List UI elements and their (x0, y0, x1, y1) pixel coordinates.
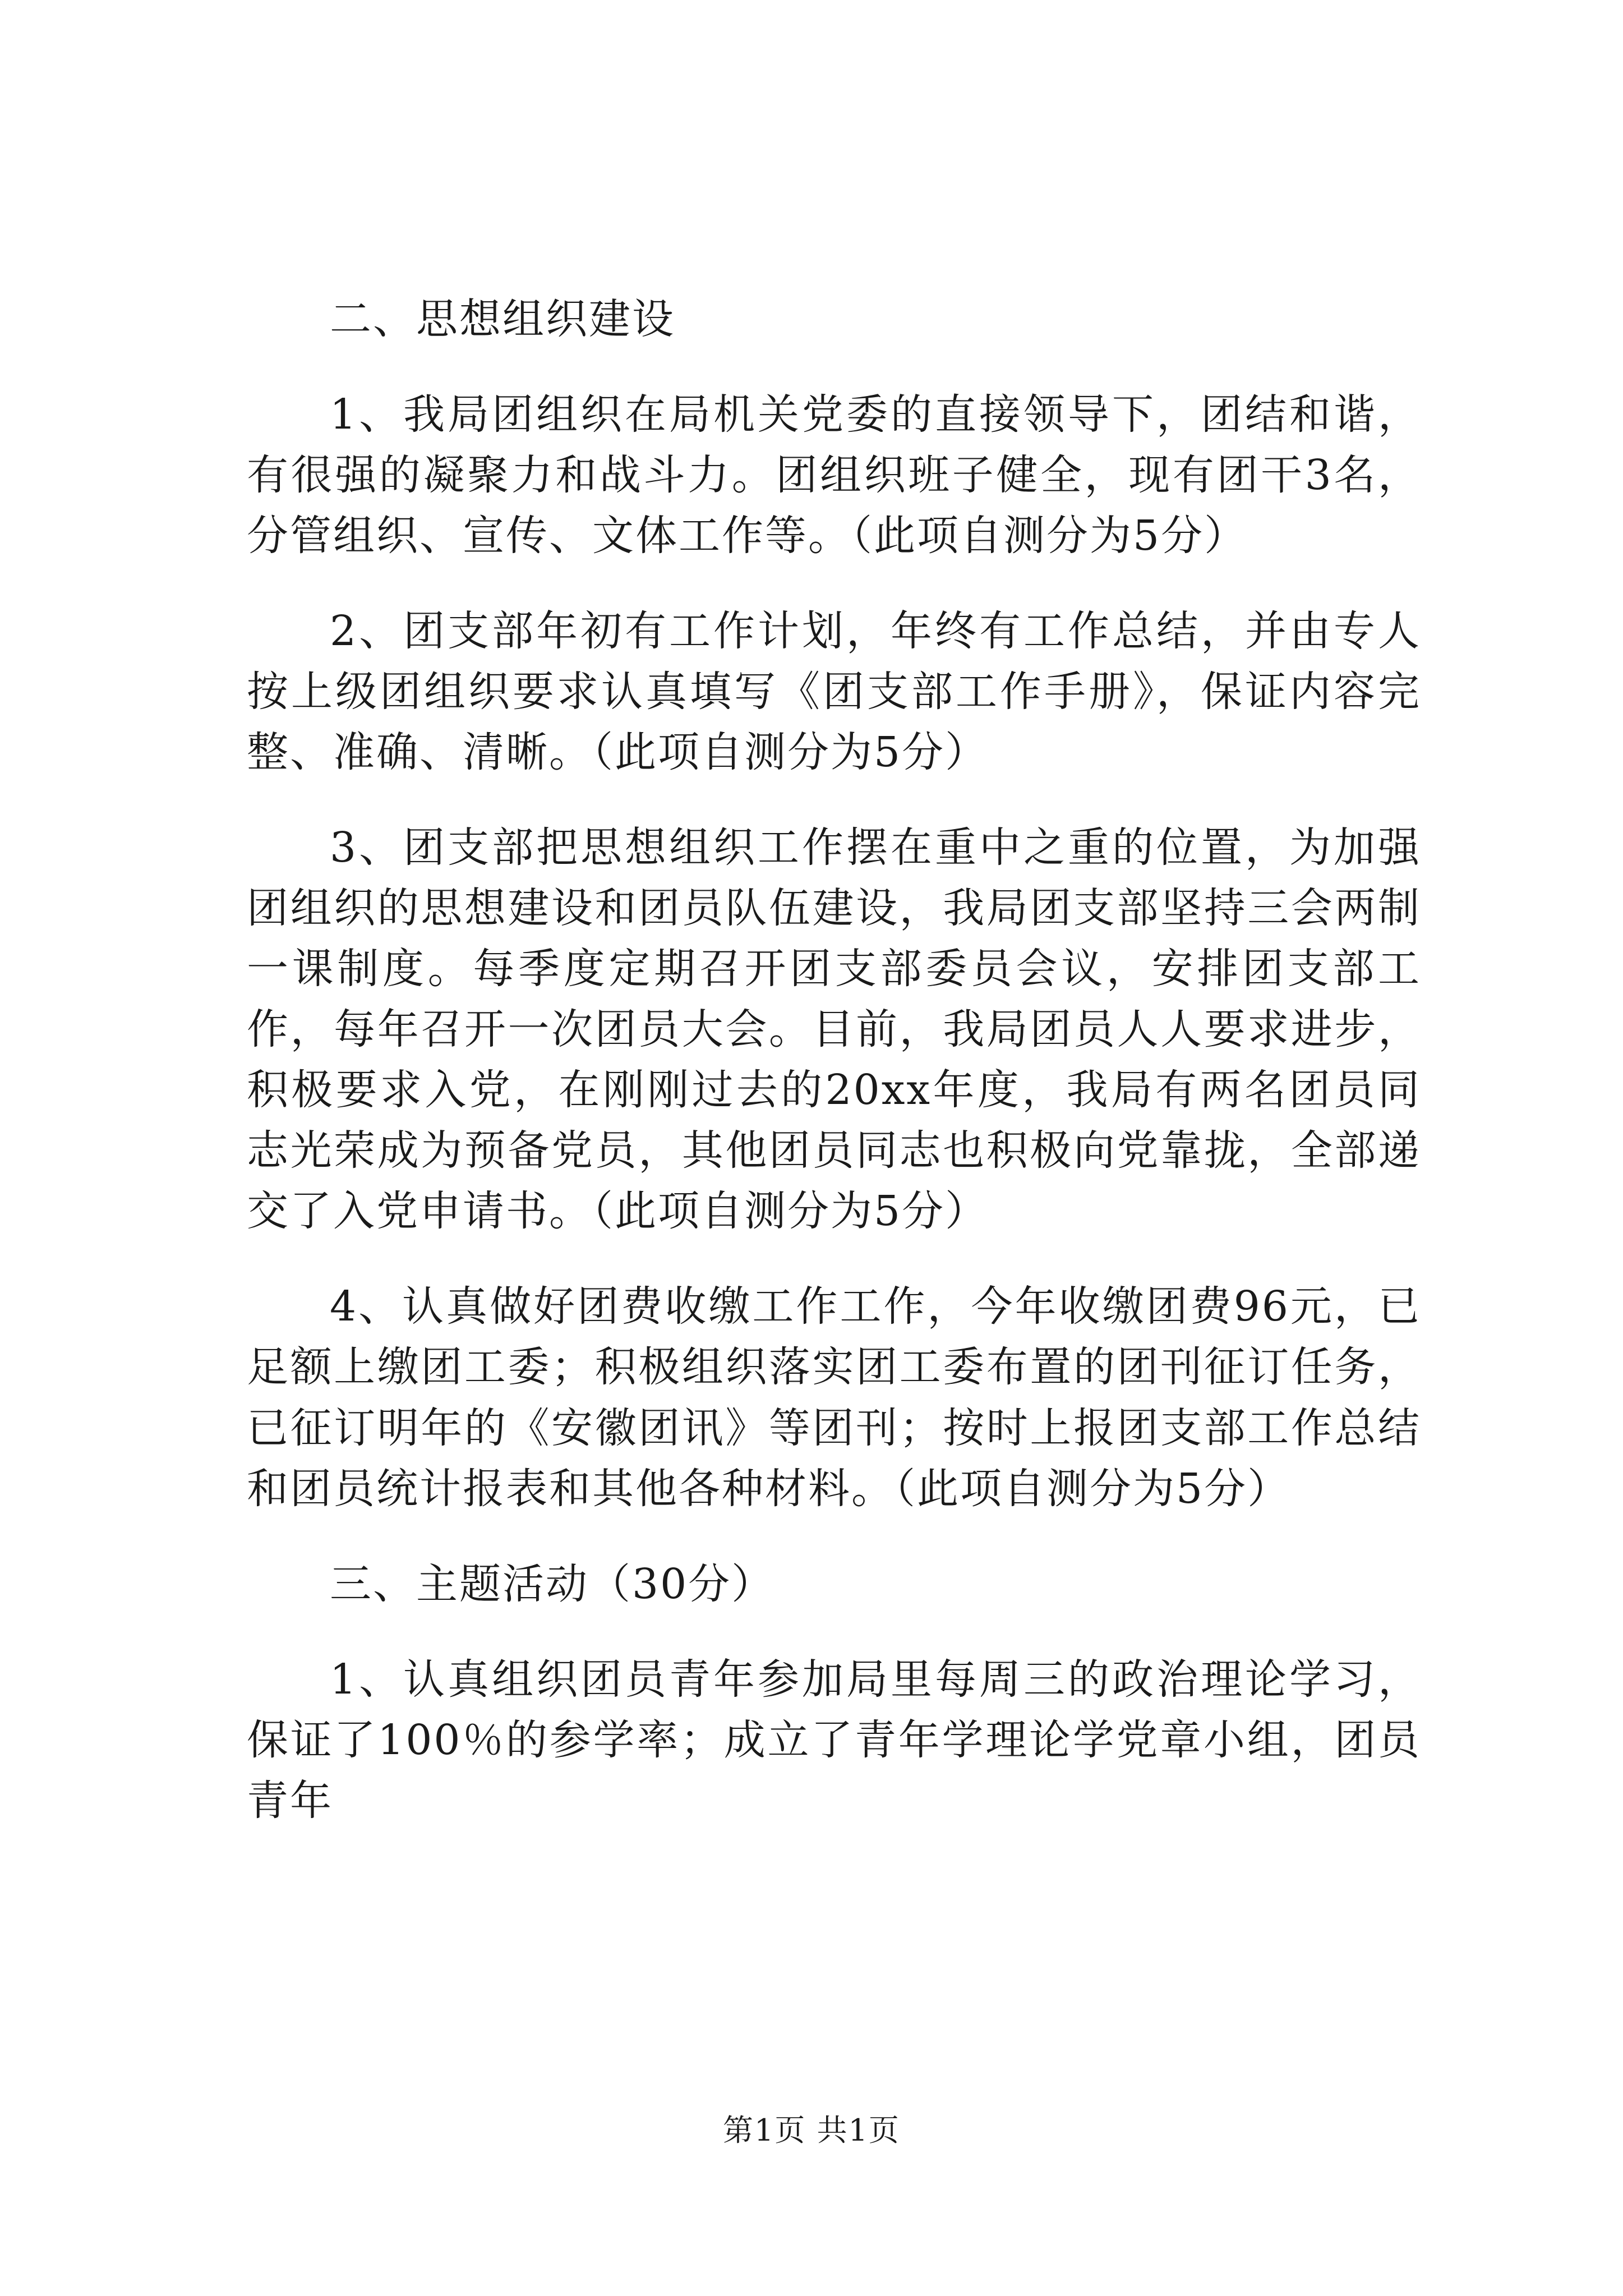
document-body (247, 289, 1421, 1866)
paragraph-item-2: 2、团支部年初有工作计划，年终有工作总结，并由专人按上级团组织要求认真填写《团支部工作手册》，保证内容完整、准确、清晰。（此项自测分为5分） (247, 607, 1421, 777)
paragraph-item-4: 4、认真做好团费收缴工作工作，今年收缴团费96元，已足额上缴团工委；积极组织落实团工委布置的团刊征订任务，已征订明年的《安徽团讯》等团刊；按时上报团支部工作总结和团员统计报表和其他各种材料。（此项自测分为5分） (247, 1282, 1421, 1513)
page-footer: 第1页 共1页 (723, 2113, 900, 2148)
paragraph-item-5: 1、认真组织团员青年参加局里每周三的政治理论学习，保证了100％的参学率；成立了青年学理论学党章小组，团员青年 (247, 1655, 1421, 1825)
paragraph-item-3: 3、团支部把思想组织工作摆在重中之重的位置，为加强团组织的思想建设和团员队伍建设，我局团支部坚持三会两制一课制度。每季度定期召开团支部委员会议，安排团支部工作，每年召开一次团员大会。目前，我局团员人人要求进步，积极要求入党，在刚刚过去的20xx年度，我局有两名团员同志光荣成为预备党员，其他团员同志也积极向党靠拢，全部递交了入党申请书。（此项自测分为5分） (247, 823, 1421, 1236)
section-heading-2: 二、思想组织建设 (330, 295, 675, 343)
section-heading-3: 三、主题活动（30分） (330, 1559, 775, 1608)
paragraph-item-1: 1、我局团组织在局机关党委的直接领导下，团结和谐，有很强的凝聚力和战斗力。团组织班子健全，现有团干3名，分管组织、宣传、文体工作等。（此项自测分为5分） (247, 390, 1421, 560)
